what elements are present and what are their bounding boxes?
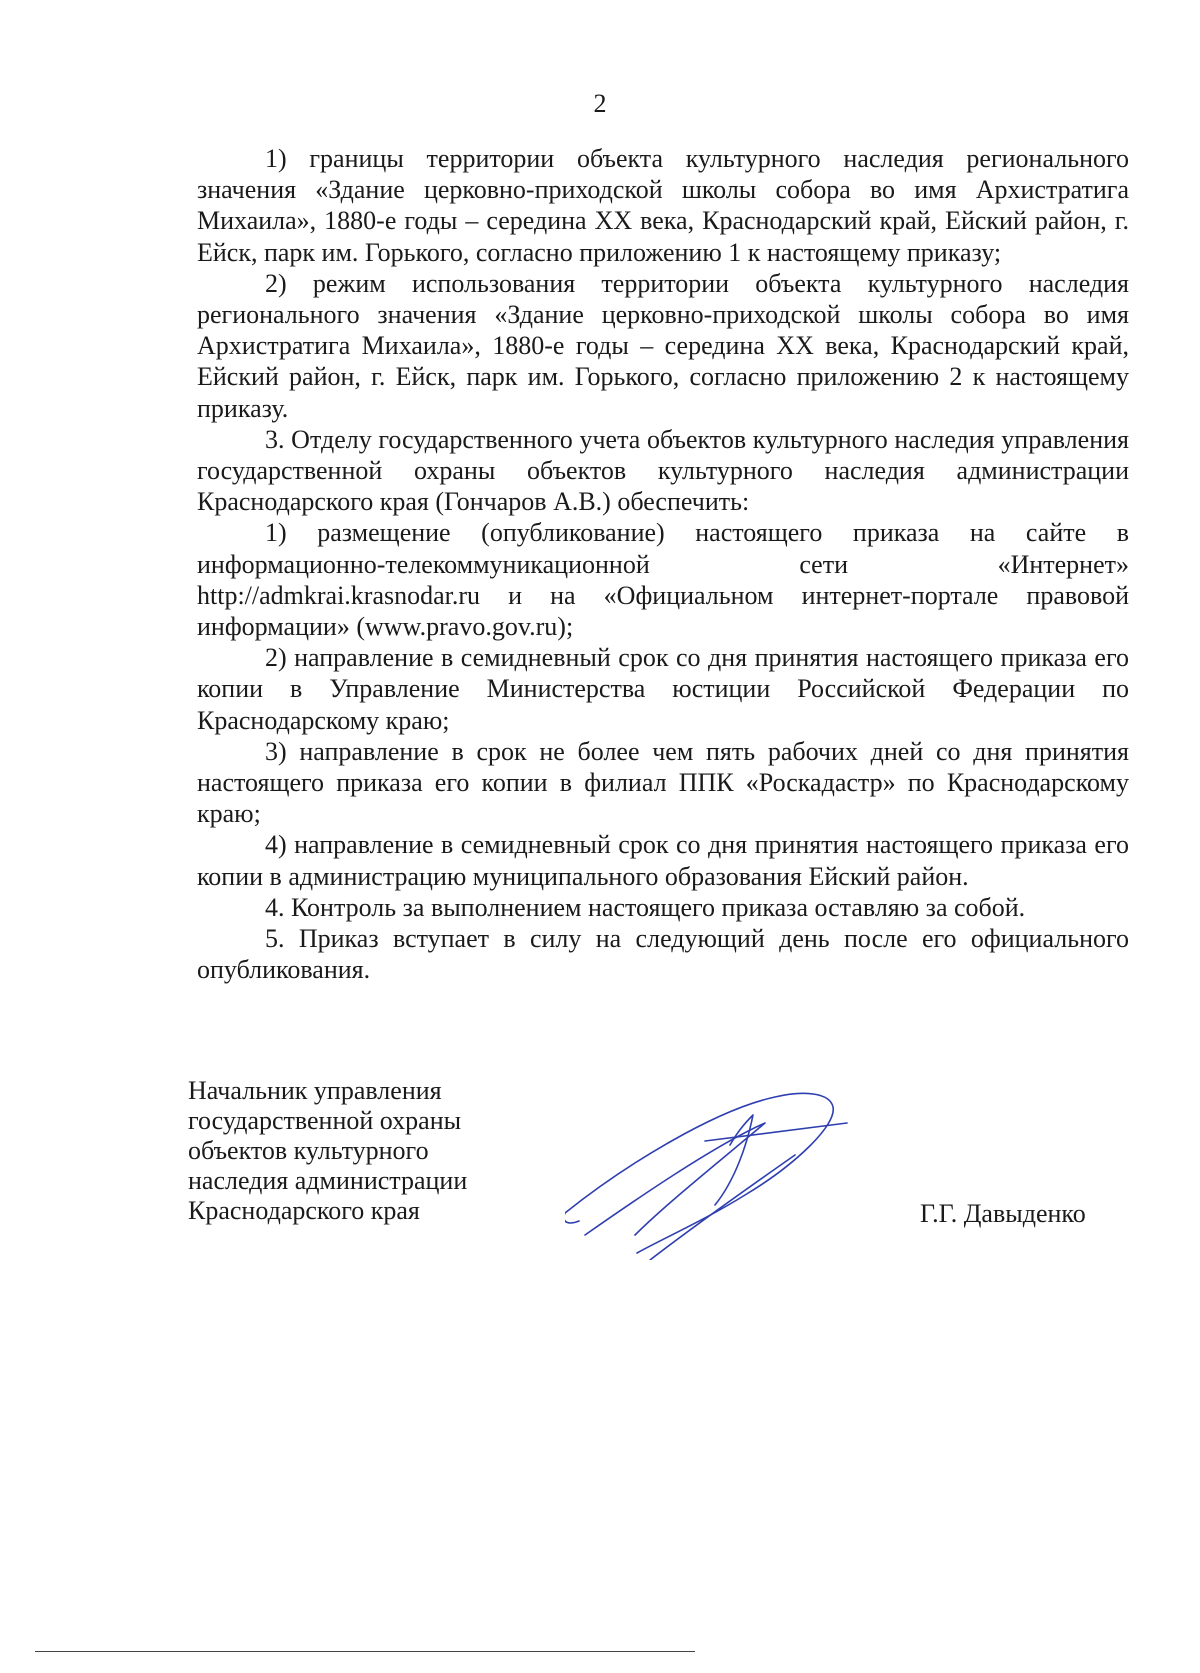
paragraph: 5. Приказ вступает в силу на следующий день после его официального опубликования. — [197, 924, 1129, 985]
paragraph: 2) режим использования территории объекта культурного наследия регионального значения «Здание церковно-приходской школы собора во имя Архистратига Михаила», 1880-е годы – середина XX века, Краснодарский край, Ейский район, г. Ейск, парк им. Горького, согласно приложению 2 к настоящему приказу. — [197, 268, 1129, 423]
page-number: 2 — [593, 89, 607, 118]
signatory-title-line: Краснодарского края — [188, 1196, 420, 1225]
signatory-title-line: объектов культурного — [188, 1136, 429, 1165]
paragraph: 2) направление в семидневный срок со дня принятия настоящего приказа его копии в Управление Министерства юстиции Российской Федерации по Краснодарскому краю; — [197, 643, 1129, 735]
footer-line — [35, 1651, 695, 1652]
signature-stroke — [565, 1213, 579, 1223]
signatory-title — [188, 1076, 528, 1226]
document-body — [197, 143, 1129, 985]
signatory-name: Г.Г. Давыденко — [920, 1199, 1086, 1228]
signatory-title-line: Начальник управления — [188, 1076, 442, 1105]
paragraph: 3. Отделу государственного учета объектов культурного наследия управления государственной охраны объектов культурного наследия администрации Краснодарского края (Гончаров А.В.) обеспечить: — [197, 424, 1129, 517]
signatory-title-line: государственной охраны — [188, 1106, 462, 1135]
paragraph: 4) направление в семидневный срок со дня принятия настоящего приказа его копии в администрацию муниципального образования Ейский район. — [197, 830, 1129, 891]
paragraph: 4. Контроль за выполнением настоящего приказа оставляю за собой. — [265, 892, 1026, 922]
signature-stroke — [705, 1123, 847, 1141]
paragraph: 1) границы территории объекта культурного наследия регионального значения «Здание церковно-приходской школы собора во имя Архистратига Михаила», 1880-е годы – середина XX века, Краснодарский край, Ейский район, г. Ейск, парк им. Горького, согласно приложению 1 к настоящему приказу; — [197, 144, 1129, 267]
paragraph: 1) размещение (опубликование) настоящего приказа на сайте в информационно-телекоммуникационной сети «Интернет» http://admkrai.krasnodar.ru и на «Официальном интернет-портале правовой информации» (www.pravo.gov.ru); — [197, 518, 1129, 642]
handwritten-signature — [565, 1085, 855, 1260]
signatory-title-line: наследия администрации — [188, 1166, 468, 1195]
paragraph: 3) направление в срок не более чем пять рабочих дней со дня принятия настоящего приказа его копии в филиал ППК «Роскадастр» по Краснодарскому краю; — [197, 736, 1129, 829]
signature-stroke — [565, 1093, 833, 1253]
